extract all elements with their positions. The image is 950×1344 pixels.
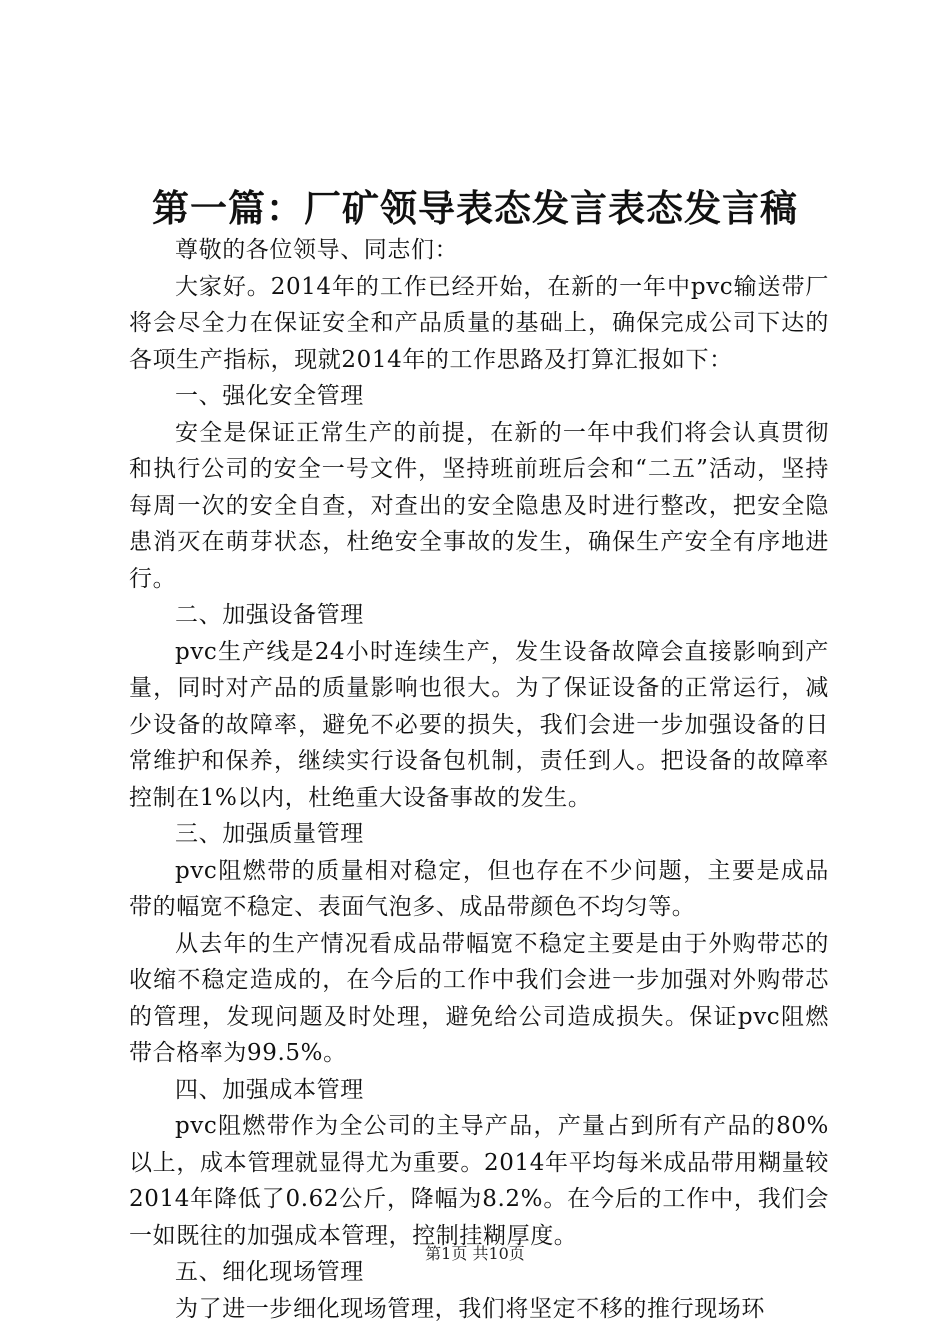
document-body xyxy=(129,232,829,1327)
salutation: 尊敬的各位领导、同志们： xyxy=(175,237,459,263)
section-heading-site: 五、细化现场管理 xyxy=(175,1259,364,1285)
section-heading-safety: 一、强化安全管理 xyxy=(175,383,364,409)
section-paragraph-equipment: pvc生产线是24小时连续生产，发生设备故障会直接影响到产量，同时对产品的质量影响也很大。为了保证设备的正常运行，减少设备的故障率，避免不必要的损失，我们会进一步加强设备的日常维护和保养，继续实行设备包机制，责任到人。把设备的故障率控制在1%以内，杜绝重大设备事故的发生。 xyxy=(129,638,829,811)
section-paragraph-quality-2: 从去年的生产情况看成品带幅宽不稳定主要是由于外购带芯的收缩不稳定造成的，在今后的工作中我们会进一步加强对外购带芯的管理，发现问题及时处理，避免给公司造成损失。保证pvc阻燃带合格率为99.5%。 xyxy=(129,930,829,1066)
intro-paragraph: 大家好。2014年的工作已经开始，在新的一年中pvc输送带厂将会尽全力在保证安全和产品质量的基础上，确保完成公司下达的各项生产指标，现就2014年的工作思路及打算汇报如下： xyxy=(129,273,829,373)
section-heading-cost: 四、加强成本管理 xyxy=(175,1076,364,1103)
document-title: 第一篇：厂矿领导表态发言表态发言稿 xyxy=(152,186,798,230)
section-paragraph-cost: pvc阻燃带作为全公司的主导产品，产量占到所有产品的80%以上，成本管理就显得尤为重要。2014年平均每米成品带用糊量较2014年降低了0.62公斤，降幅为8.2%。在今后的工作中，我们会一如既往的加强成本管理，控制挂糊厚度。 xyxy=(129,1113,829,1249)
section-paragraph-safety: 安全是保证正常生产的前提，在新的一年中我们将会认真贯彻和执行公司的安全一号文件，坚持班前班后会和“二五”活动，坚持每周一次的安全自查，对查出的安全隐患及时进行整改，把安全隐患消灭在萌芽状态，杜绝安全事故的发生，确保生产安全有序地进行。 xyxy=(129,419,829,592)
page-footer: 第1页 共10页 xyxy=(425,1244,525,1263)
section-heading-equipment: 二、加强设备管理 xyxy=(175,602,364,628)
section-paragraph-quality-1: pvc阻燃带的质量相对稳定，但也存在不少问题，主要是成品带的幅宽不稳定、表面气泡多、成品带颜色不均匀等。 xyxy=(129,857,829,920)
section-heading-quality: 三、加强质量管理 xyxy=(175,821,364,847)
section-paragraph-site: 为了进一步细化现场管理，我们将坚定不移的推行现场环 xyxy=(175,1295,765,1322)
